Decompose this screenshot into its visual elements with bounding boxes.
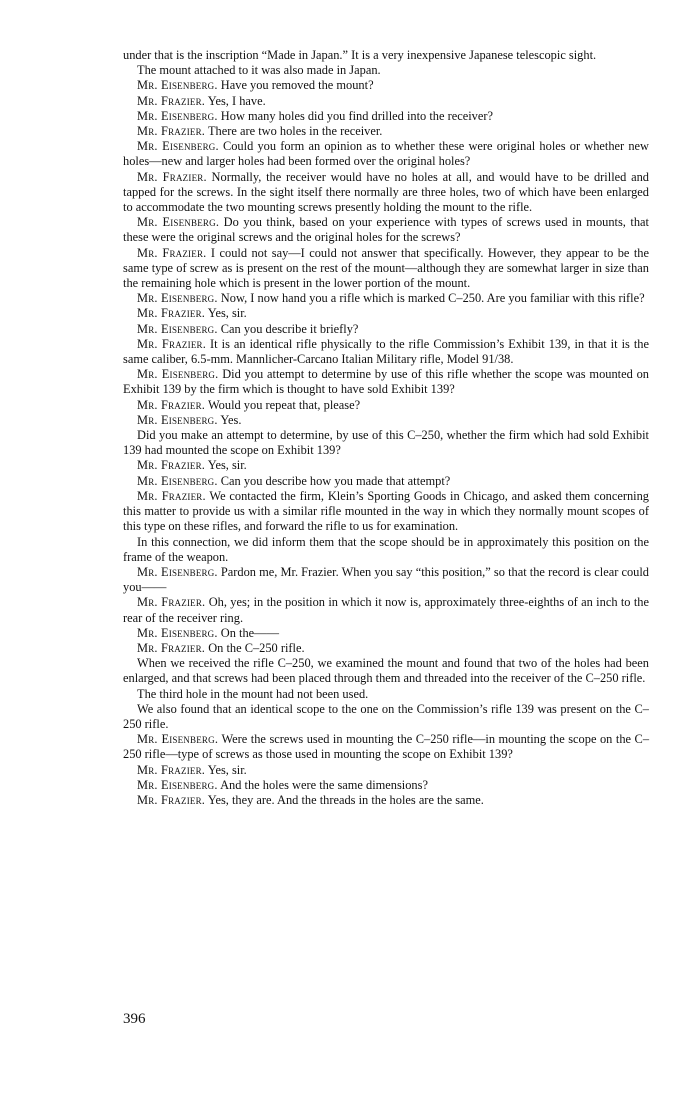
paragraph: [123, 291, 649, 306]
paragraph: [123, 367, 649, 397]
paragraph: [123, 778, 649, 793]
paragraph: [123, 109, 649, 124]
paragraph-text: How many holes did you find drilled into the receiver?: [220, 108, 493, 123]
paragraph-text: Yes, I have.: [207, 93, 266, 108]
speaker-label: Mr. Frazier.: [137, 93, 206, 108]
speaker-label: Mr. Frazier.: [137, 169, 207, 184]
speaker-label: Mr. Frazier.: [137, 595, 206, 610]
paragraph: [123, 595, 649, 625]
paragraph-text: In this connection, we did inform them that the scope should be in approximately this position on the frame of the weapon.: [123, 534, 649, 564]
paragraph-text: Could you form an opinion as to whether these were original holes or whether new holes—new and larger holes had been formed over the original holes?: [123, 139, 649, 169]
paragraph-text: Yes, sir.: [207, 458, 247, 473]
speaker-label: Mr. Eisenberg.: [137, 321, 218, 336]
paragraph: [123, 322, 649, 337]
paragraph-text: We also found that an identical scope to the one on the Commission’s rifle 139 was present on the C–250 rifle.: [123, 701, 649, 731]
paragraph-text: And the holes were the same dimensions?: [220, 777, 428, 792]
paragraph-text: Yes.: [220, 412, 242, 427]
paragraph-text: Were the screws used in mounting the C–250 rifle—in mounting the scope on the C–250 rifle—type of screws as those used in mounting the scope on Exhibit 139?: [123, 732, 650, 762]
speaker-label: Mr. Eisenberg.: [137, 412, 218, 427]
paragraph: [123, 793, 649, 808]
paragraph: [123, 337, 649, 367]
paragraph-text: Normally, the receiver would have no holes at all, and would have to be drilled and tapped for the screws. In the sight itself there normally are three holes, two of which have been enlarged to accommodate the two mounting screws presently holding the mount to the rifle.: [123, 169, 649, 215]
paragraph: [123, 702, 649, 732]
speaker-label: Mr. Frazier.: [137, 336, 207, 351]
paragraph: [123, 63, 649, 78]
paragraph-text: When we received the rifle C–250, we examined the mount and found that two of the holes had been enlarged, and that screws had been placed through them and threaded into the receiver of the C–250 rifle.: [123, 656, 649, 686]
paragraph: [123, 641, 649, 656]
speaker-label: Mr. Frazier.: [137, 245, 207, 260]
paragraph: [123, 626, 649, 641]
paragraph-text: The third hole in the mount had not been used.: [137, 686, 369, 701]
paragraph-text: Yes, sir.: [207, 762, 247, 777]
paragraph: [123, 170, 649, 216]
paragraph-text: Yes, sir.: [207, 306, 247, 321]
speaker-label: Mr. Eisenberg.: [137, 291, 218, 306]
speaker-label: Mr. Eisenberg.: [137, 108, 218, 123]
paragraph-text: There are two holes in the receiver.: [207, 124, 383, 139]
paragraph: [123, 124, 649, 139]
paragraph-text: Did you make an attempt to determine, by use of this C–250, whether the firm which had sold Exhibit 139 had mounted the scope on Exhibit 139?: [123, 428, 649, 458]
paragraph: [123, 215, 649, 245]
paragraph: [123, 656, 649, 686]
speaker-label: Mr. Eisenberg.: [137, 78, 218, 93]
paragraph-text: The mount attached to it was also made in Japan.: [137, 63, 381, 78]
speaker-label: Mr. Eisenberg.: [137, 777, 218, 792]
document-body: [123, 48, 649, 808]
paragraph: [123, 413, 649, 428]
paragraph-text: Do you think, based on your experience with types of screws used in mounts, that these were the original screws and the original holes for the screws?: [123, 215, 650, 245]
speaker-label: Mr. Frazier.: [137, 762, 206, 777]
paragraph: [123, 398, 649, 413]
speaker-label: Mr. Frazier.: [137, 124, 206, 139]
paragraph-text: under that is the inscription “Made in Japan.” It is a very inexpensive Japanese telescopic sight.: [123, 48, 597, 62]
paragraph-text: Pardon me, Mr. Frazier. When you say “this position,” so that the record is clear could you——: [123, 564, 649, 595]
paragraph-text: Have you removed the mount?: [220, 78, 374, 93]
speaker-label: Mr. Eisenberg.: [137, 564, 218, 579]
paragraph-text: Oh, yes; in the position in which it now is, approximately three-eighths of an inch to the rear of the receiver ring.: [123, 595, 649, 625]
paragraph: [123, 474, 649, 489]
speaker-label: Mr. Frazier.: [137, 397, 206, 412]
speaker-label: Mr. Frazier.: [137, 640, 206, 655]
paragraph: [123, 246, 649, 292]
paragraph-text: We contacted the firm, Klein’s Sporting Goods in Chicago, and asked them concerning this matter to provide us with a similar rifle mounted in the way in which they normally mount scopes of this type on these rifles, and forward the rifle to us for examination.: [123, 488, 649, 534]
speaker-label: Mr. Frazier.: [137, 306, 206, 321]
paragraph-text: Can you describe how you made that attempt?: [220, 473, 451, 488]
speaker-label: Mr. Eisenberg.: [137, 139, 219, 154]
paragraph: [123, 94, 649, 109]
paragraph-text: On the——: [220, 625, 279, 640]
speaker-label: Mr. Frazier.: [137, 488, 206, 503]
speaker-label: Mr. Eisenberg.: [137, 732, 219, 747]
paragraph-text: On the C–250 rifle.: [208, 640, 305, 655]
paragraph-text: Would you repeat that, please?: [207, 397, 361, 412]
paragraph-text: Can you describe it briefly?: [220, 321, 359, 336]
speaker-label: Mr. Eisenberg.: [137, 215, 220, 230]
paragraph-text: It is an identical rifle physically to the rifle Commission’s Exhibit 139, in that it is the same caliber, 6.5-mm. Mannlicher-Carcano Italian Military rifle, Model 91/38.: [123, 336, 649, 367]
paragraph: [123, 732, 649, 762]
paragraph: [123, 306, 649, 321]
paragraph: [123, 489, 649, 535]
paragraph: [123, 535, 649, 565]
page-number: 396: [123, 1011, 146, 1027]
speaker-label: Mr. Eisenberg.: [137, 625, 218, 640]
speaker-label: Mr. Eisenberg.: [137, 367, 219, 382]
paragraph: [123, 78, 649, 93]
paragraph: [123, 687, 649, 702]
paragraph-text: Did you attempt to determine by use of this rifle whether the scope was mounted on Exhibit 139 by the firm which is thought to have sold Exhibit 139?: [123, 367, 649, 397]
paragraph: [123, 48, 649, 63]
speaker-label: Mr. Frazier.: [137, 458, 206, 473]
paragraph: [123, 428, 649, 458]
speaker-label: Mr. Frazier.: [137, 792, 206, 807]
paragraph: [123, 139, 649, 169]
paragraph-text: Yes, they are. And the threads in the holes are the same.: [207, 792, 484, 807]
paragraph: [123, 565, 649, 595]
paragraph: [123, 763, 649, 778]
paragraph-text: Now, I now hand you a rifle which is marked C–250. Are you familiar with this rifle?: [220, 291, 645, 306]
paragraph: [123, 458, 649, 473]
speaker-label: Mr. Eisenberg.: [137, 473, 218, 488]
paragraph-text: I could not say—I could not answer that specifically. However, they appear to be the same type of screw as is present on the rest of the mount—although they are somewhat larger in size than the remaining hole which is present in the lower portion of the mount.: [123, 245, 649, 291]
